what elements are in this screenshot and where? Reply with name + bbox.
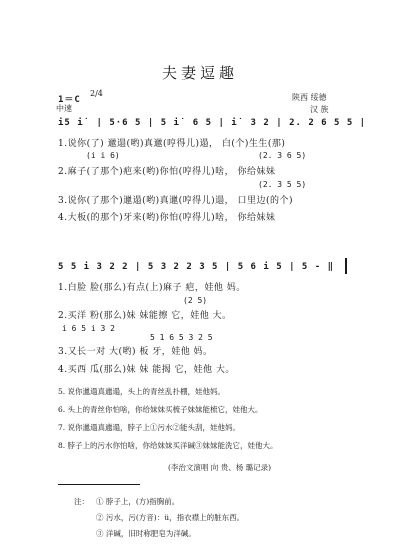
ethnicity-label: 汉 族 xyxy=(310,105,329,114)
song-title: 夫妻逗趣 xyxy=(161,64,238,82)
final-barline xyxy=(345,258,347,274)
variant-notation: (i i 6) xyxy=(86,151,120,160)
lyric-line: 2.买洋 粉(那么)妹 妹能擦 它，娃他 大。 xyxy=(58,311,232,321)
verse-line: 6. 头上的青丝你怕啥，你给妹妹买梳子妹妹能梳它，娃他大。 xyxy=(58,405,263,414)
variant-notation: (2. 3 6 5) xyxy=(258,151,307,160)
notation-line-2: 5 5 i 3 2 2 | 5 3 2 2 3 5 | 5 6 i 5 | 5 - ‖ xyxy=(58,262,334,272)
lyric-line: 1.说你(了) 邋遢(哟)真邋(哼得儿)遢， 白(个)生生(那) xyxy=(58,139,286,149)
lyric-line: 3.又长一对 大(哟) 板 牙，娃他 妈。 xyxy=(58,347,213,357)
variant-notation: i 6 5 i 3 2 xyxy=(62,324,115,333)
footnote-divider xyxy=(58,484,140,485)
lyric-line: 4.买西 瓜(那么)妹 妹 能揭 它，娃他 大。 xyxy=(58,365,235,375)
variant-notation: (2. 3 5 5) xyxy=(258,180,307,189)
footnote-item: ② 污水，污(方音)：ü，指衣襟上的脏东西。 xyxy=(96,513,245,522)
lyric-line: 3.说你(了那个)邋遢(哟)真邋(哼得儿)遢， 口里边(的个) xyxy=(58,196,294,206)
variant-notation: (2 5) xyxy=(183,296,208,305)
verse-line: 8. 脖子上的污水你怕啥，你给妹妹买洋碱③妹妹能洗它，娃他大。 xyxy=(58,441,278,450)
region-label: 陕西 绥德 xyxy=(292,93,327,102)
performer-credit: (李治文演唱 向 贵、杨 璐记录) xyxy=(168,463,272,472)
notes-label: 注： xyxy=(74,497,89,506)
lyric-line: 2.麻子(了那个)疤来(哟)你怕(哼得儿)啥， 你给妹妹 xyxy=(58,167,276,177)
tempo-marking: 中速 xyxy=(56,104,72,113)
verse-line: 7. 说你邋遢真邋遢，脖子上①污水②能头刮，娃他妈。 xyxy=(58,423,241,432)
time-signature: 2/4 xyxy=(90,89,103,98)
key-signature: 1＝C xyxy=(58,95,81,105)
lyric-line: 1.白脸 脸(那么)有点(上)麻子 疤，娃他 妈。 xyxy=(58,283,246,293)
notation-line-1: i5 i˙ | 5·6 5 | 5 i˙ 6 5 | i˙ 3 2 | 2. 2 6 5 5 | xyxy=(58,118,367,128)
footnote-item: ① 脖子上，(方)指胸前。 xyxy=(96,497,180,506)
footnote-item: ③ 洋碱，旧时称肥皂为洋碱。 xyxy=(96,529,196,538)
verse-line: 5. 说你邋遢真邋遢，头上的青丝乱扑棚，娃他妈。 xyxy=(58,387,226,396)
variant-notation: 5 1 6 5 3 2 5 xyxy=(150,333,213,342)
lyric-line: 4.大板(的那个)牙来(哟)你怕(哼得儿)啥， 你给妹妹 xyxy=(58,213,276,223)
